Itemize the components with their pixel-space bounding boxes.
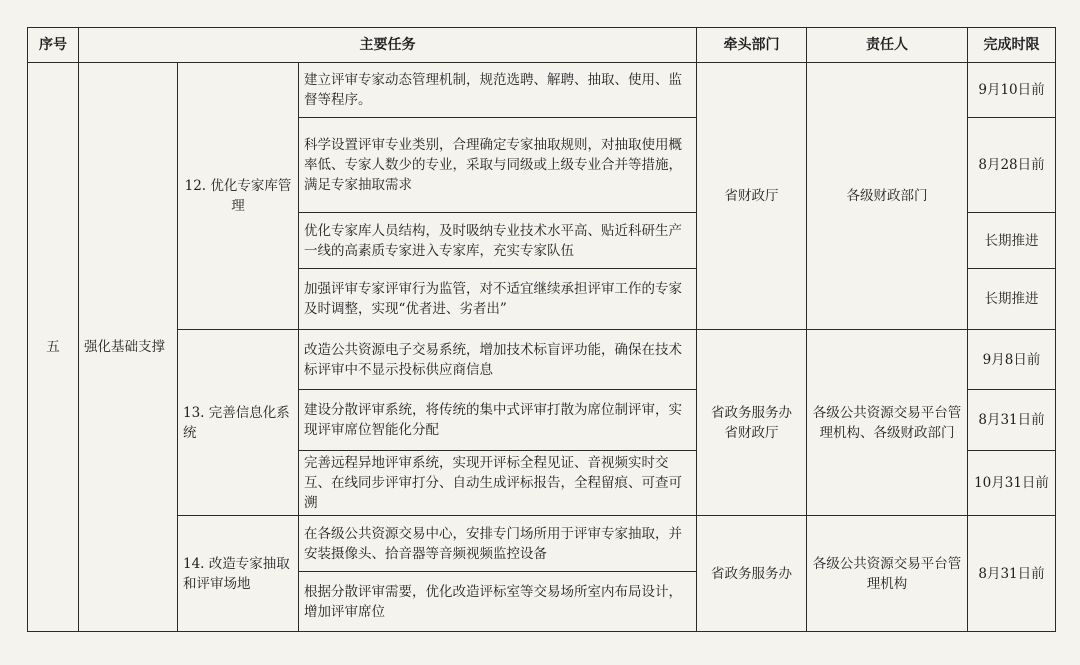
section-number: 五 [28,63,79,632]
header-row [28,28,1056,63]
task-text: 在各级公共资源交易中心，安排专门场所用于评审专家抽取，并安装摄像头、拾音器等音频视频监控设备 [299,516,697,572]
table-row [28,63,1056,118]
task-text: 根据分散评审需要，优化改造评标室等交易场所室内布局设计，增加评审席位 [299,572,697,632]
responsible-party: 各级公共资源交易平台管理机构、各级财政部门 [807,330,968,516]
task-text: 加强评审专家评审行为监管，对不适宜继续承担评审工作的专家及时调整，实现“优者进、劣者出” [299,269,697,330]
task-text: 建立评审专家动态管理机制，规范选聘、解聘、抽取、使用、监督等程序。 [299,63,697,118]
group-title: 14. 改造专家抽取和评审场地 [178,516,299,632]
deadline: 8月31日前 [968,390,1056,451]
deadline: 8月28日前 [968,118,1056,213]
task-text: 科学设置评审专业类别，合理确定专家抽取规则，对抽取使用概率低、专家人数少的专业，采取与同级或上级专业合并等措施，满足专家抽取需求 [299,118,697,213]
task-text: 完善远程异地评审系统，实现开评标全程见证、音视频实时交互、在线同步评审打分、自动生成评标报告，全程留痕、可查可溯 [299,451,697,516]
deadline: 长期推进 [968,269,1056,330]
deadline: 长期推进 [968,213,1056,269]
table-row [28,330,1056,390]
group-title: 12. 优化专家库管理 [178,63,299,330]
header-responsible: 责任人 [807,28,968,63]
task-text: 优化专家库人员结构，及时吸纳专业技术水平高、贴近科研生产一线的高素质专家进入专家库，充实专家队伍 [299,213,697,269]
responsible-party: 各级公共资源交易平台管理机构 [807,516,968,632]
header-seq: 序号 [28,28,79,63]
responsible-party: 各级财政部门 [807,63,968,330]
header-lead-dept: 牵头部门 [697,28,807,63]
task-text: 建设分散评审系统，将传统的集中式评审打散为席位制评审，实现评审席位智能化分配 [299,390,697,451]
task-text: 改造公共资源电子交易系统，增加技术标盲评功能，确保在技术标评审中不显示投标供应商信息 [299,330,697,390]
deadline: 9月8日前 [968,330,1056,390]
lead-dept: 省政务服务办 省财政厅 [697,330,807,516]
header-main-task: 主要任务 [79,28,697,63]
section-category: 强化基础支撑 [79,63,178,632]
lead-dept: 省财政厅 [697,63,807,330]
deadline: 9月10日前 [968,63,1056,118]
deadline: 10月31日前 [968,451,1056,516]
task-table [27,27,1056,632]
table-row [28,516,1056,572]
document-page [27,27,1056,632]
lead-dept: 省政务服务办 [697,516,807,632]
group-title: 13. 完善信息化系统 [178,330,299,516]
header-deadline: 完成时限 [968,28,1056,63]
deadline: 8月31日前 [968,516,1056,632]
